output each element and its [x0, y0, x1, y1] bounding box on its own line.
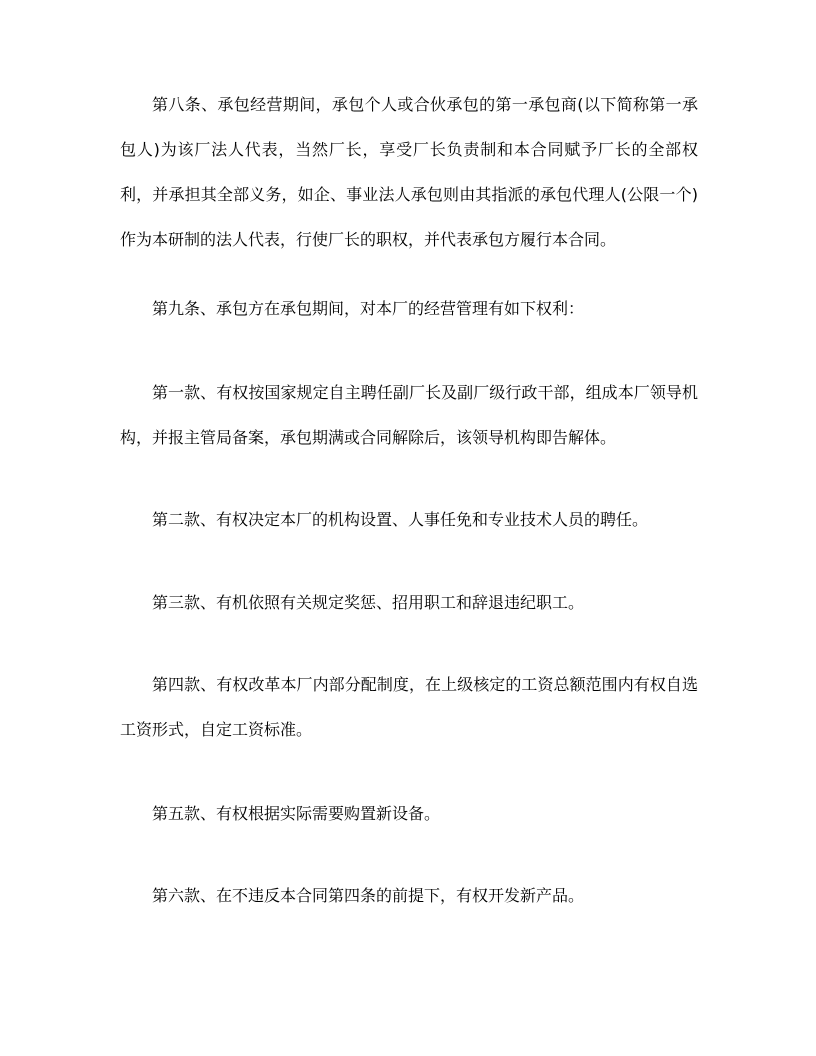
clause-6-paragraph: 第六款、在不违反本合同第四条的前提下，有权开发新产品。: [152, 886, 585, 905]
article-9-paragraph: 第九条、承包方在承包期间，对本厂的经营管理有如下权利：: [152, 299, 585, 318]
article-8-paragraph: 第八条、承包经营期间，承包个人或合伙承包的第一承包商(以下简称第一承包人)为该厂法人代表，当然厂长，享受厂长负责制和本合同赋予厂长的全部权利，并承担其全部义务，如企、事业法人承包则由其指派的承包代理人(公限一个)作为本研制的法人代表，行使厂长的职权，并代表承包方履行本合同。: [120, 95, 698, 249]
clause-3-paragraph: 第三款、有机依照有关规定奖惩、招用职工和辞退违纪职工。: [152, 593, 585, 612]
clause-2-paragraph: 第二款、有权决定本厂的机构设置、人事任免和专业技术人员的聘任。: [152, 510, 649, 529]
clause-4-paragraph: 第四款、有权改革本厂内部分配制度，在上级核定的工资总额范围内有权自选工资形式，自定工资标准。: [120, 675, 698, 739]
clause-5-paragraph: 第五款、有权根据实际需要购置新设备。: [152, 804, 441, 823]
clause-1-paragraph: 第一款、有权按国家规定自主聘任副厂长及副厂级行政干部，组成本厂领导机构，并报主管局备案，承包期满或合同解除后，该领导机构即告解体。: [120, 383, 698, 447]
